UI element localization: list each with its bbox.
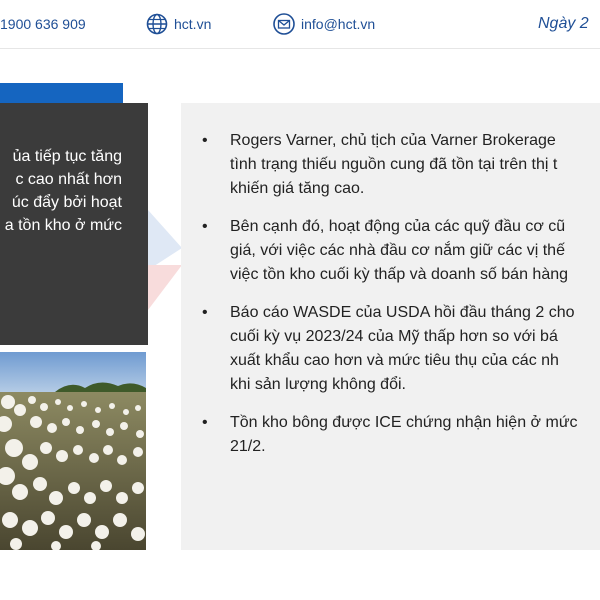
list-item-line: Báo cáo WASDE của USDA hồi đầu tháng 2 cho [230, 304, 575, 321]
date-label: Ngày 2 [538, 15, 589, 32]
email-label: info@hct.vn [301, 16, 376, 32]
bullet-marker: • [202, 304, 208, 321]
bullet-marker: • [202, 414, 208, 431]
list-item-line: Bên cạnh đó, hoạt động của các quỹ đầu cơ cũ [230, 218, 566, 235]
bullet-list [181, 129, 600, 473]
phone-label: 1900 636 909 [0, 16, 86, 32]
list-item-line: 21/2. [230, 438, 266, 455]
header-bar [0, 0, 600, 48]
summary-line: a tồn kho ở mức [4, 217, 122, 234]
bullet-marker: • [202, 132, 208, 149]
summary-line: c cao nhất hơn [15, 171, 122, 188]
bullet-marker: • [202, 218, 208, 235]
list-item [181, 411, 600, 459]
summary-text [0, 145, 122, 237]
website-link[interactable] [146, 12, 211, 36]
content-box [181, 103, 600, 550]
list-item-line: Rogers Varner, chủ tịch của Varner Brokerage [230, 132, 556, 149]
globe-icon [146, 13, 168, 35]
list-item-line: việc tồn kho cuối kỳ thấp và doanh số bán hàng [230, 266, 569, 283]
decorative-arrows [148, 210, 182, 330]
list-item-line: Tồn kho bông được ICE chứng nhận hiện ở mức [230, 414, 578, 431]
summary-line: ủa tiếp tục tăng [12, 148, 122, 165]
email-link[interactable] [273, 12, 375, 36]
list-item-line: cuối kỳ vụ 2023/24 của Mỹ thấp hơn so với bá [230, 328, 558, 345]
list-item [181, 301, 600, 397]
mail-icon [273, 13, 295, 35]
list-item-line: tình trạng thiếu nguồn cung đã tồn tại trên thị t [230, 156, 558, 173]
list-item [181, 215, 600, 287]
list-item-line: khiến giá tăng cao. [230, 180, 365, 197]
website-label: hct.vn [174, 16, 212, 32]
phone-number[interactable] [0, 12, 86, 36]
summary-line: úc đẩy bởi hoạt [11, 194, 122, 211]
list-item-line: xuất khẩu cao hơn và mức tiêu thụ của các nh [230, 352, 559, 369]
list-item [181, 129, 600, 201]
cotton-field-photo [0, 352, 146, 550]
header-divider [0, 48, 600, 49]
list-item-line: khi sản lượng không đổi. [230, 376, 406, 393]
list-item-line: giá, với việc các nhà đầu cơ nắm giữ các vị thế [230, 242, 565, 259]
